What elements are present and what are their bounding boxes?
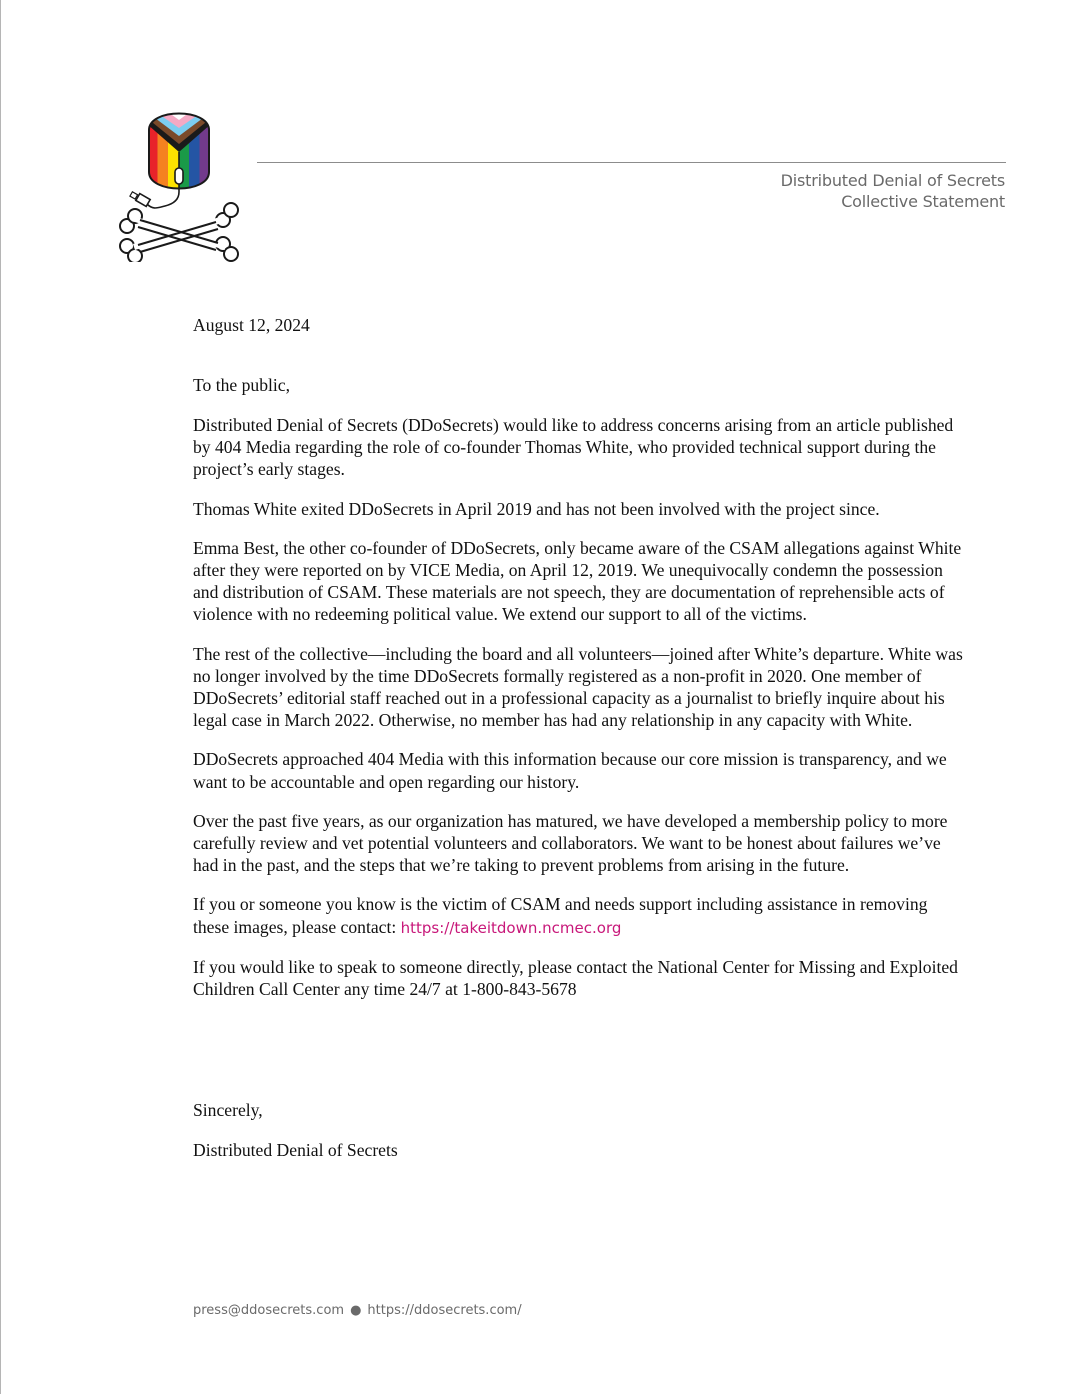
header-divider [257, 162, 1006, 163]
support-paragraph [193, 893, 963, 938]
letterhead [781, 170, 1005, 212]
paragraph: DDoSecrets approached 404 Media with this information because our core mission is transparency, and we want to be accountable and open regarding our history. [193, 749, 947, 792]
footer-separator: ● [350, 1303, 362, 1318]
support-text: If you or someone you know is the victim of CSAM and needs support including assistance in removing these images, please contact: [193, 894, 928, 937]
paragraph: Distributed Denial of Secrets (DDoSecrets) would like to address concerns arising from an article published by 404 Media regarding the role of co-founder Thomas White, who provided technical support during the project’s early stages. [193, 415, 954, 480]
letter-body [193, 414, 963, 1017]
salutation: To the public, [193, 375, 290, 395]
paragraph: The rest of the collective—including the board and all volunteers—joined after White’s departure. White was no longer involved by the time DDoSecrets formally registered as a non-profit in 2020. One member of DDoSecrets’ editorial staff reached out in a professional capacity as a journalist to briefly inquire about his legal case in March 2022. Otherwise, no member has had any relationship in any capacity with White. [193, 643, 963, 731]
signature: Distributed Denial of Secrets [193, 1140, 398, 1160]
takeitdown-link[interactable]: https://takeitdown.ncmec.org [400, 918, 622, 937]
footer-website[interactable]: https://ddosecrets.com/ [367, 1303, 522, 1318]
org-name: Distributed Denial of Secrets [780, 171, 1005, 190]
closing: Sincerely, [193, 1100, 263, 1120]
paragraph: Thomas White exited DDoSecrets in April 2019 and has not been involved with the project since. [193, 498, 880, 519]
footer [193, 1303, 522, 1318]
paragraph: Over the past five years, as our organization has matured, we have developed a membership policy to more carefully review and vet potential volunteers and collaborators. We want to be honest about failures we’ve had in the past, and the steps that we’re taking to prevent problems from arising in the future. [193, 810, 948, 876]
ddosecrets-logo-icon [113, 100, 245, 262]
document-type: Collective Statement [841, 192, 1005, 211]
letter-date: August 12, 2024 [193, 315, 310, 335]
paragraph: Emma Best, the other co-founder of DDoSecrets, only became aware of the CSAM allegations against White after they were reported on by VICE Media, on April 12, 2019. We unequivocally condemn the possession and distribution of CSAM. These materials are not speech, they are documentation of reprehensible acts of violence with no redeeming political value. We extend our support to all of the victims. [193, 537, 962, 625]
footer-email[interactable]: press@ddosecrets.com [193, 1303, 345, 1318]
contact-paragraph: If you would like to speak to someone directly, please contact the National Center for Missing and Exploited Children Call Center any time 24/7 at 1-800-843-5678 [193, 956, 958, 1000]
